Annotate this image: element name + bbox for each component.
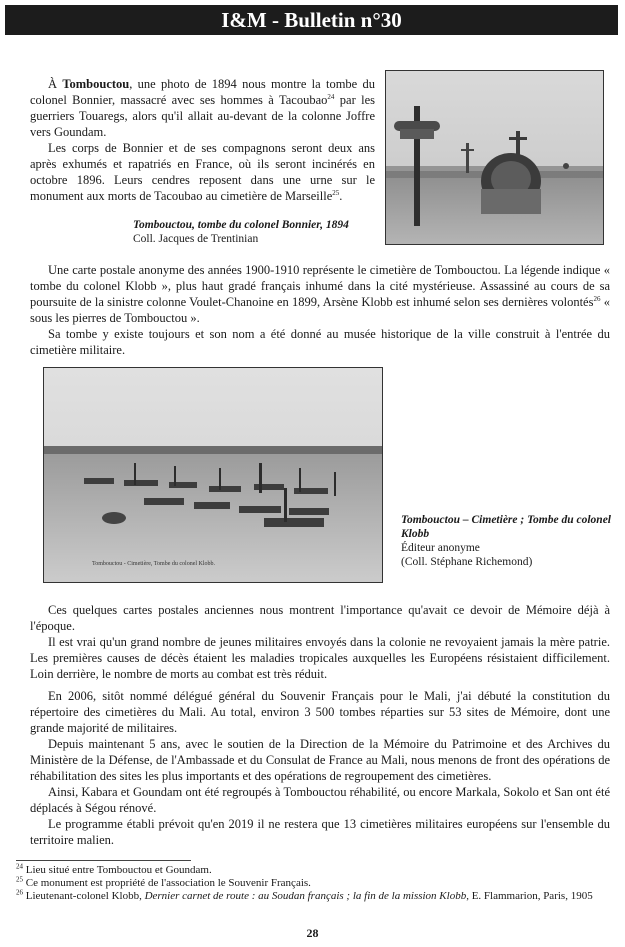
- footnote-24: [16, 864, 606, 877]
- footnote-25-text: Ce monument est propriété de l'association le Souvenir Français.: [23, 877, 311, 889]
- cemetery-postcard-photo: [43, 367, 383, 583]
- bulletin-title: I&M - Bulletin n°30: [221, 8, 402, 32]
- memory-paragraph-4: Depuis maintenant 5 ans, avec le soutien de la Direction de la Mémoire du Patrimoine et des Archives du Ministère de la Défense, de l'Ambassade et du Consulat de France au Mali, nous menons de front des opérations de réhabilitation des sites les plus importants et des opérations de regroupement des cimetières.: [30, 737, 610, 783]
- klobb-caption-editor: Éditeur anonyme: [401, 542, 480, 554]
- footnote-ref-24: 24: [327, 92, 335, 101]
- footnote-ref-25: 25: [332, 188, 340, 197]
- bonnier-caption: [133, 218, 383, 246]
- klobb-p1-end: « sous les pierres de Tombouctou ».: [30, 295, 610, 325]
- memory-paragraph-3: En 2006, sitôt nommé délégué général du Souvenir Français pour le Mali, j'ai débuté la constitution du répertoire des cimetières du Mali. Au total, environ 3 500 tombes réparties sur 53 sites de Mémoire, dont une grande majorité de militaires.: [30, 689, 610, 735]
- klobb-p1-text: Une carte postale anonyme des années 1900-1910 représente le cimetière de Tombouctou. La légende indique « tombe du colonel Klobb », plus haut gradé français inhumé dans la cité mystérieuse. Assassiné au cours de sa poursuite de la sinistre colonne Voulet-Chanoine en 1899, Arsène Klobb est inhumé selon ses dernières volontés: [30, 263, 610, 309]
- memory-paragraph-1: Ces quelques cartes postales anciennes nous montrent l'importance qu'avait ce devoir de Mémoire déjà à l'époque.: [30, 603, 610, 633]
- footnote-24-num: 24: [16, 862, 23, 871]
- bonnier-paragraph-1: [30, 76, 375, 140]
- p1-text: , une photo de 1894 nous montre la tombe du colonel Bonnier, massacré avec ses hommes à Tacoubao: [30, 77, 375, 107]
- bulletin-header: [5, 5, 618, 35]
- bonnier-tomb-photo: [385, 70, 604, 245]
- p2-text: Les corps de Bonnier et de ses compagnons seront deux ans après exhumés et rapatriés en France, où ils seront incinérés en octobre 1896. Leurs cendres reposent dans une urne sur le monument aux morts de Tacoubao au cimetière de Marseille: [30, 141, 375, 203]
- klobb-paragraph-1: [30, 262, 610, 326]
- intro-prefix: À: [48, 77, 63, 91]
- postcard-inscription: Tombouctou - Cimetière, Tombe du colonel Klobb.: [92, 561, 216, 567]
- cemetery-postcard-image: [44, 368, 383, 583]
- memory-paragraph-2: Il est vrai qu'un grand nombre de jeunes militaires envoyés dans la colonie ne revoyaient jamais la mère patrie. Les premières causes de décès étaient les maladies tropicales auxquelles les Européens résistaient difficilement. Loin derrière, le nombre de morts au combat est très réduit.: [30, 635, 610, 681]
- footnote-26: [16, 890, 611, 903]
- bonnier-paragraph-2: [30, 140, 375, 204]
- footnote-26-num: 26: [16, 888, 23, 897]
- klobb-caption: [401, 513, 611, 569]
- footnote-26-text: Lieutenant-colonel Klobb,: [23, 890, 145, 902]
- footnote-ref-26: 26: [593, 294, 601, 303]
- bonnier-caption-coll: Coll. Jacques de Trentinian: [133, 233, 259, 245]
- klobb-caption-title: Tombouctou – Cimetière ; Tombe du colonel Klobb: [401, 514, 611, 540]
- footnote-25: [16, 877, 606, 890]
- footnote-26-italic: Dernier carnet de route : au Soudan français ; la fin de la mission Klobb: [144, 890, 467, 902]
- intro-bold: Tombouctou: [62, 77, 130, 91]
- p1-text-end: par les guerriers Touaregs, alors qu'il allait au-devant de la colonne Joffre vers Goundam.: [30, 93, 375, 139]
- bonnier-caption-title: Tombouctou, tombe du colonel Bonnier, 1894: [133, 219, 349, 231]
- memory-paragraph-6: Le programme établi prévoit qu'en 2019 il ne restera que 13 cimetières militaires européens sur l'ensemble du territoire malien.: [30, 817, 610, 847]
- klobb-caption-coll: (Coll. Stéphane Richemond): [401, 556, 533, 568]
- p2-end: .: [339, 189, 343, 203]
- footnote-25-num: 25: [16, 875, 23, 884]
- footnote-separator: [16, 860, 191, 861]
- klobb-p2-text: Sa tombe y existe toujours et son nom a été donné au musée historique de la ville construit à l'entrée du cimetière militaire.: [30, 327, 610, 357]
- bonnier-tomb-image: [386, 71, 604, 245]
- footnote-24-text: Lieu situé entre Tombouctou et Goundam.: [23, 864, 212, 876]
- klobb-paragraph-2: [30, 326, 610, 358]
- page-number: 28: [306, 926, 319, 940]
- memory-paragraph-5: Ainsi, Kabara et Goundam ont été regroupés à Tombouctou réhabilité, ou encore Markala, Sokolo et San ont été déplacés à Ségou rénové.: [30, 785, 610, 815]
- footnote-26-tail: , E. Flammarion, Paris, 1905: [466, 890, 593, 902]
